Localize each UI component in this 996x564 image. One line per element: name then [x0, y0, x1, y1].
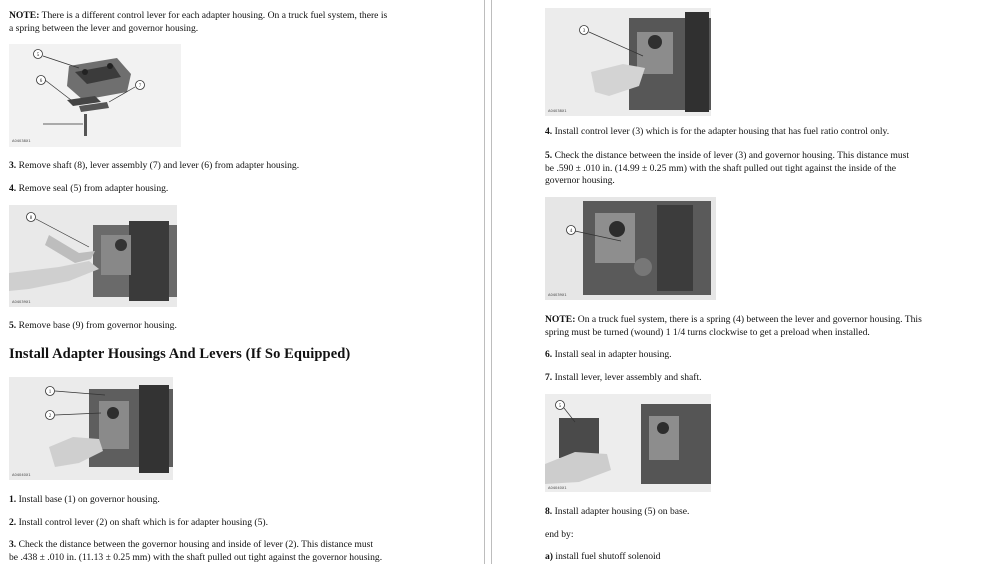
figure-install-control-lever	[545, 8, 711, 116]
svg-text:4: 4	[569, 229, 573, 234]
figure-install-base	[9, 377, 173, 480]
step-5-text: 5. Check the distance between the inside of lever (3) and governor housing. This distance must be .590 ± .010 in. (14.99 ± 0.25 mm) with the shaft pulled out tight against the inside of the governor housing.	[545, 150, 910, 186]
section-heading: Install Adapter Housings And Levers (If So Equipped)	[9, 346, 351, 362]
step-6-text: 6. Install seal in adapter housing.	[545, 349, 672, 360]
install-step-1-text: 1. Install base (1) on governor housing.	[9, 494, 160, 505]
step-8-text: 8. Install adapter housing (5) on base.	[545, 506, 690, 517]
right-page	[492, 0, 996, 564]
callout-5	[556, 401, 565, 410]
figure-caption: A04040X1	[12, 473, 31, 477]
svg-text:6: 6	[39, 79, 43, 84]
svg-text:1: 1	[48, 390, 52, 395]
figure-install-adapter-housing	[545, 394, 711, 492]
svg-text:5: 5	[36, 53, 40, 58]
note-paragraph: NOTE: There is a different control lever for each adapter housing. On a truck fuel system, there is a spring between the lever and governor housing.	[9, 10, 388, 34]
svg-text:2: 2	[48, 414, 52, 419]
install-step-3-text: 3. Check the distance between the governor housing and inside of lever (2). This distance must be .438 ± .010 in. (11.13 ± 0.25 mm) with the shaft pulled out tight against the governor housing.	[9, 539, 383, 563]
callout-2	[46, 411, 55, 420]
callout-1	[46, 387, 55, 396]
page-divider	[484, 0, 492, 564]
step-7-text: 7. Install lever, lever assembly and shaft.	[545, 372, 702, 383]
end-by-text: end by:	[545, 529, 574, 540]
step-a-text: a) install fuel shutoff solenoid	[545, 551, 661, 562]
callout-8	[27, 213, 36, 222]
callout-3	[580, 26, 589, 35]
step-5-text: 5. Remove base (9) from governor housing.	[9, 320, 177, 331]
svg-text:3: 3	[582, 29, 586, 34]
figure-spring-preload	[545, 197, 716, 300]
figure-caption: A04040X1	[548, 486, 567, 490]
svg-text:8: 8	[29, 216, 33, 221]
step-4-text: 4. Remove seal (5) from adapter housing.	[9, 183, 169, 194]
figure-caption: A04038X1	[548, 109, 567, 113]
figure-caption: A04039X1	[548, 293, 567, 297]
svg-text:7: 7	[138, 84, 142, 89]
figure-adapter-housing-exploded	[9, 44, 181, 147]
note-paragraph: NOTE: On a truck fuel system, there is a spring (4) between the lever and governor housing. This spring must be turned (wound) 1 1/4 turns clockwise to get a preload when installed.	[545, 314, 922, 338]
callout-4	[567, 226, 576, 235]
callout-5	[34, 50, 43, 59]
step-3-text: 3. Remove shaft (8), lever assembly (7) and lever (6) from adapter housing.	[9, 160, 300, 171]
left-page	[0, 0, 484, 564]
callout-7	[136, 81, 145, 90]
step-4-text: 4. Install control lever (3) which is for the adapter housing that has fuel ratio control only.	[545, 126, 890, 137]
figure-remove-base	[9, 205, 177, 307]
install-step-2-text: 2. Install control lever (2) on shaft which is for adapter housing (5).	[9, 517, 268, 528]
figure-caption: A04039X1	[12, 300, 31, 304]
figure-caption: A04038X1	[12, 139, 31, 143]
svg-text:5: 5	[558, 404, 562, 409]
callout-6	[37, 76, 46, 85]
